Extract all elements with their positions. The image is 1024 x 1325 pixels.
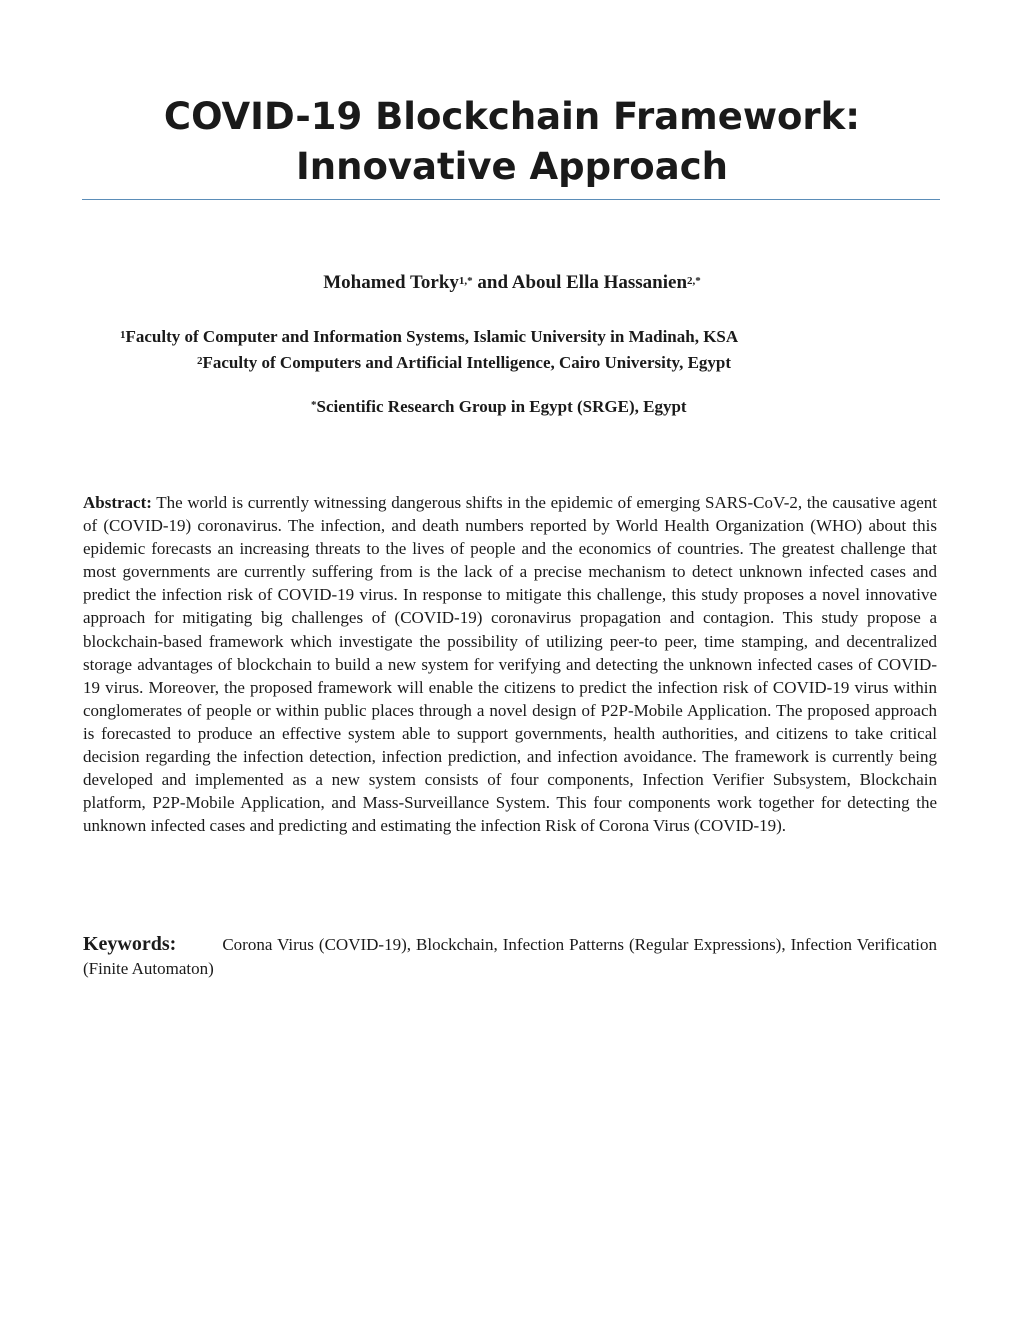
abstract-label: Abstract: (83, 493, 152, 512)
affiliation-3-text: Scientific Research Group in Egypt (SRGE), Egypt (316, 397, 687, 416)
keywords-text: Corona Virus (COVID-19), Blockchain, Infection Patterns (Regular Expressions), Infection Verification (Finite Automaton) (83, 935, 937, 978)
author-line (0, 269, 1024, 297)
author-1-affiliation-mark: 1,* (458, 275, 473, 287)
author-1-name: Mohamed Torky (323, 272, 459, 293)
author-join: and (472, 272, 512, 293)
affiliation-1-text: Faculty of Computer and Information Systems, Islamic University in Madinah, KSA (125, 327, 739, 346)
affiliation-2 (197, 351, 731, 375)
affiliation-3-mark: * (311, 399, 317, 411)
affiliation-3 (311, 395, 687, 419)
paper-title-line-1: COVID-19 Blockchain Framework: (163, 95, 861, 138)
abstract-text: The world is currently witnessing dangerous shifts in the epidemic of emerging SARS-CoV-2, the causative agent of (COVID-19) coronavirus. The infection, and death numbers reported by World Health Organization (WHO) about this epidemic forecasts an increasing threats to the lives of people and the economics of countries. The greatest challenge that most governments are currently suffering from is the lack of a precise mechanism to detect unknown infected cases and predict the infection risk of COVID-19 virus. In response to mitigate this challenge, this study proposes a novel innovative approach for mitigating big challenges of (COVID-19) coronavirus propagation and contagion. This study propose a blockchain-based framework which investigate the possibility of utilizing peer-to peer, time stamping, and decentralized storage advantages of blockchain to build a new system for verifying and detecting the unknown infected cases of COVID-19 virus. Moreover, the proposed framework will enable the citizens to predict the infection risk of COVID-19 virus within conglomerates of people or within public places through a novel design of P2P-Mobile Application. The proposed approach is forecasted to produce an effective system able to support governments, health authorities, and citizens to take critical decision regarding the infection detection, infection prediction, and infection avoidance. The framework is currently being developed and implemented as a new system consists of four components, Infection Verifier Subsystem, Blockchain platform, P2P-Mobile Application, and Mass-Surveillance System. This four components work together for detecting the unknown infected cases and predicting and estimating the infection Risk of Corona Virus (COVID-19). (83, 493, 937, 836)
paper-title-line-2: Innovative Approach (296, 145, 728, 188)
author-2-affiliation-mark: 2,* (687, 275, 701, 287)
affiliation-1-mark: 1 (120, 329, 126, 341)
title-divider (82, 199, 940, 200)
affiliation-2-mark: 2 (197, 355, 203, 367)
keywords (83, 932, 937, 981)
keywords-label: Keywords: (83, 933, 177, 955)
abstract (83, 491, 937, 837)
affiliation-2-text: Faculty of Computers and Artificial Intelligence, Cairo University, Egypt (202, 353, 732, 372)
paper-title (0, 92, 1024, 192)
author-2-name: Aboul Ella Hassanien (511, 272, 688, 293)
affiliation-1 (120, 325, 738, 349)
